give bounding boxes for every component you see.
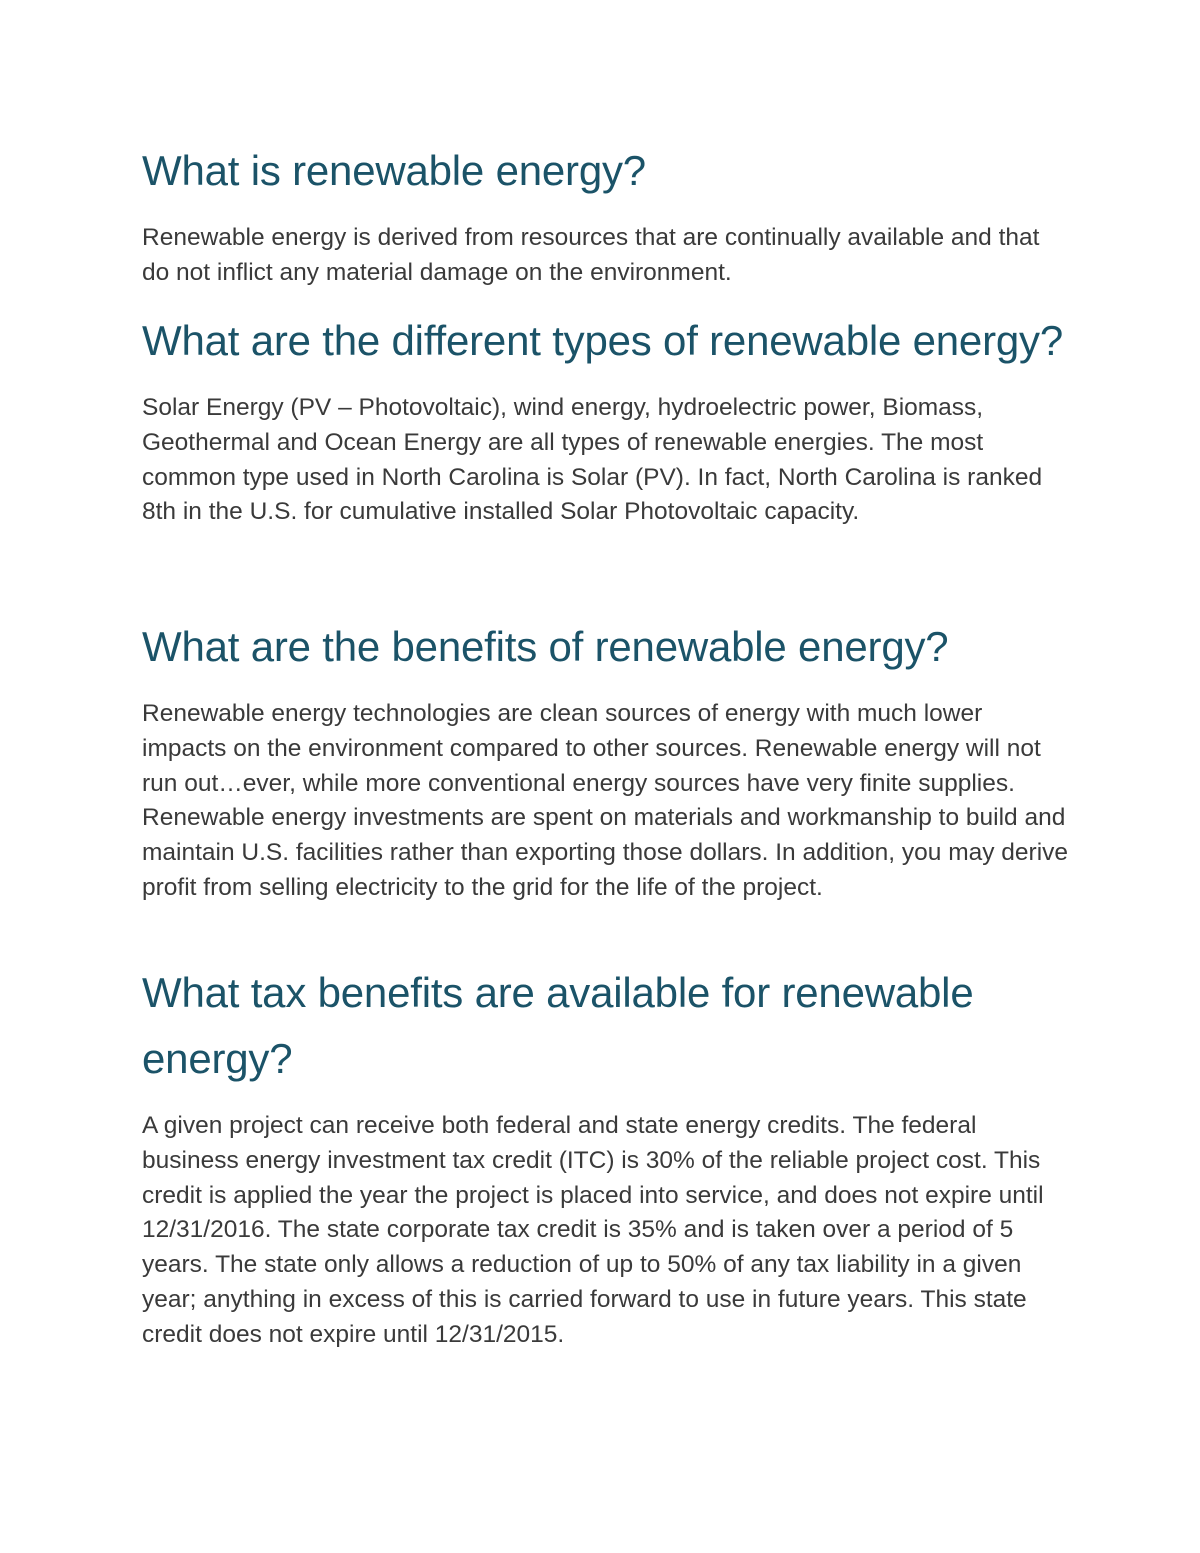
section-heading: What are the different types of renewable energy? xyxy=(142,317,1063,364)
section-heading: What are the benefits of renewable energy? xyxy=(142,623,949,670)
section-paragraph: A given project can receive both federal and state energy credits. The federal business energy investment tax credit (ITC) is 30% of the reliable project cost. This credit is applied the year the project is placed into service, and does not expire until 12/31/2016. The state corporate tax credit is 35% and is taken over a period of 5 years. The state only allows a reduction of up to 50% of any tax liability in a given year; anything in excess of this is carried forward to use in future years. This state credit does not expire until 12/31/2015. xyxy=(142,1112,1044,1348)
section-types-of-renewable-energy xyxy=(142,308,1072,530)
section-benefits-of-renewable-energy xyxy=(142,614,1072,906)
section-heading: What is renewable energy? xyxy=(142,147,646,194)
section-paragraph: Renewable energy technologies are clean sources of energy with much lower impacts on the environment compared to other sources. Renewable energy will not run out…ever, while more conventional energy sources have very finite supplies. Renewable energy investments are spent on materials and workmanship to build and maintain U.S. facilities rather than exporting those dollars. In addition, you may derive profit from selling electricity to the grid for the life of the project. xyxy=(142,700,1069,901)
section-what-is-renewable-energy xyxy=(142,138,1072,291)
section-paragraph: Renewable energy is derived from resources that are continually available and that do not inflict any material damage on the environment. xyxy=(142,224,1040,286)
section-paragraph: Solar Energy (PV – Photovoltaic), wind energy, hydroelectric power, Biomass, Geothermal and Ocean Energy are all types of renewable energies. The most common type used in North Carolina is Solar (PV). In fact, North Carolina is ranked 8th in the U.S. for cumulative installed Solar Photovoltaic capacity. xyxy=(142,394,1043,526)
section-heading: What tax benefits are available for renewable energy? xyxy=(142,969,974,1082)
section-tax-benefits xyxy=(142,960,1072,1353)
